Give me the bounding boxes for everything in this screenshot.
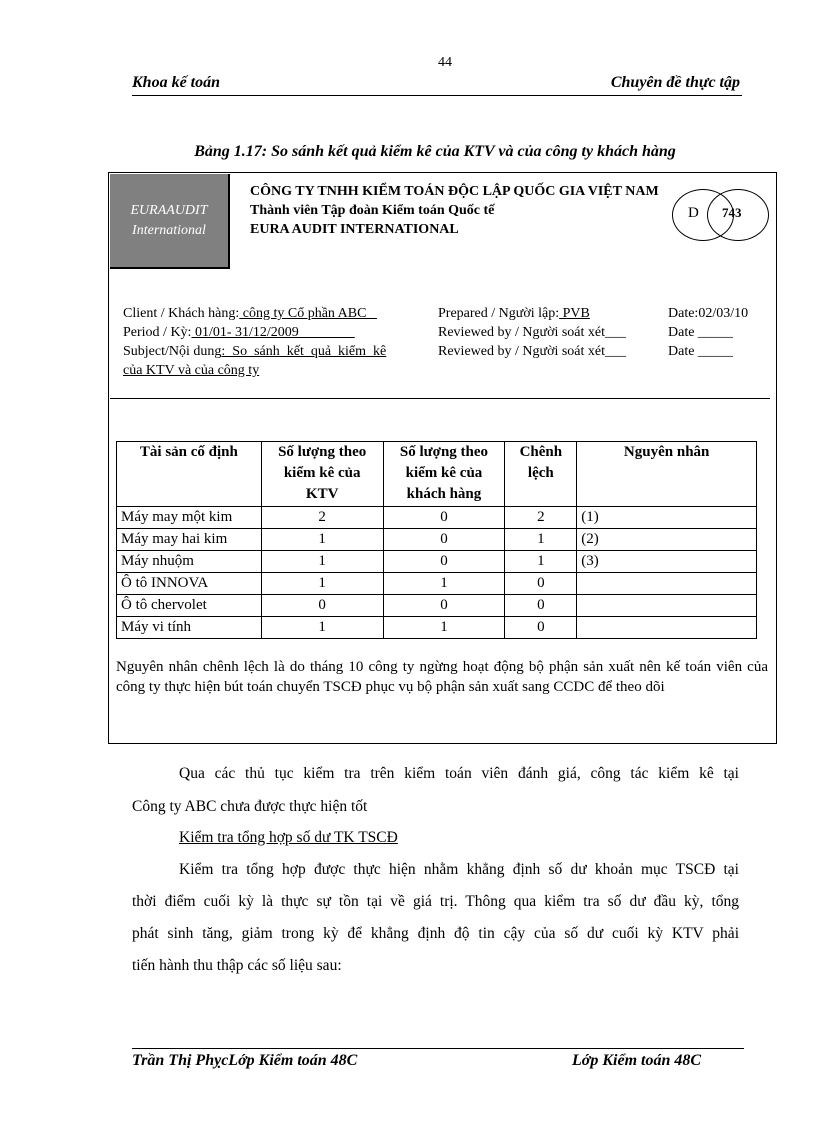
reason: (3) [577, 551, 757, 573]
footer-rule [132, 1048, 744, 1049]
header-rule [132, 95, 742, 96]
asset-name: Máy may hai kim [117, 529, 262, 551]
asset-name: Ô tô INNOVA [117, 573, 262, 595]
table-row [117, 507, 757, 529]
client-count: 0 [383, 507, 505, 529]
ktv-count: 1 [261, 551, 383, 573]
date-line-2: Date _____ [668, 325, 733, 340]
period-line [123, 323, 355, 342]
subject-value: : So sánh kết quả kiểm kê [221, 344, 387, 359]
reason [577, 573, 757, 595]
company-brand: EURA AUDIT INTERNATIONAL [250, 222, 459, 237]
difference: 2 [505, 507, 577, 529]
table-row [117, 595, 757, 617]
paragraph-2-line-1: Kiểm tra tổng hợp được thực hiện nhằm khẳng định số dư khoản mục TSCĐ tại [179, 861, 739, 878]
inventory-comparison-table [116, 441, 757, 639]
subject-label: Subject/Nội dung [123, 344, 222, 359]
euraaudit-logo [110, 174, 230, 269]
reason [577, 617, 757, 639]
difference: 1 [505, 551, 577, 573]
paragraph-2-line-3: phát sinh tăng, giảm trong kỳ để khẳng định độ tin cậy của số dư cuối kỳ KTV phải [132, 925, 739, 942]
ref-letter: D [688, 205, 699, 221]
difference: 0 [505, 617, 577, 639]
paragraph-1-line-2: Công ty ABC chưa được thực hiện tốt [132, 798, 368, 815]
company-block [250, 182, 659, 239]
client-count: 1 [383, 617, 505, 639]
client-label: Client / Khách hàng: [123, 306, 240, 321]
footer-left: Trần Thị PhỵcLớp Kiểm toán 48C [132, 1052, 358, 1069]
page-number: 44 [438, 55, 452, 70]
asset-name: Máy vi tính [117, 617, 262, 639]
table-row [117, 617, 757, 639]
reviewed-line-1: Reviewed by / Người soát xét___ [438, 325, 627, 340]
company-name: CÔNG TY TNHH KIỂM TOÁN ĐỘC LẬP QUỐC GIA VIỆT NAM [250, 184, 659, 199]
section-heading: Kiểm tra tổng hợp số dư TK TSCĐ [179, 829, 398, 846]
company-member: Thành viên Tập đoàn Kiểm toán Quốc tế [250, 203, 495, 218]
prepared-value: PVB [559, 306, 590, 321]
table-row [117, 529, 757, 551]
paragraph-2-line-4: tiến hành thu thập các số liệu sau: [132, 957, 342, 974]
table-header-row [117, 442, 757, 507]
asset-name: Máy nhuộm [117, 551, 262, 573]
asset-name: Ô tô chervolet [117, 595, 262, 617]
table-caption: Bảng 1.17: So sánh kết quả kiểm kê của KTV và của công ty khách hàng [194, 143, 676, 160]
difference: 0 [505, 595, 577, 617]
col-header-ktv-count: Số lượng theo kiểm kê của KTV [261, 442, 383, 507]
period-label: Period / Kỳ: [123, 325, 192, 340]
ktv-count: 1 [261, 529, 383, 551]
ktv-count: 0 [261, 595, 383, 617]
client-count: 0 [383, 595, 505, 617]
asset-name: Máy may một kim [117, 507, 262, 529]
col-header-reason: Nguyên nhân [577, 442, 757, 507]
difference: 1 [505, 529, 577, 551]
ktv-count: 1 [261, 573, 383, 595]
footer-right: Lớp Kiểm toán 48C [572, 1052, 702, 1069]
reason [577, 595, 757, 617]
ktv-count: 2 [261, 507, 383, 529]
reviewed-line-2: Reviewed by / Người soát xét___ [438, 344, 627, 359]
header-left: Khoa kế toán [132, 74, 221, 91]
table-row [117, 573, 757, 595]
ktv-count: 1 [261, 617, 383, 639]
subject-value-cont: của KTV và của công ty [123, 363, 260, 378]
paragraph-1-line-1: Qua các thủ tục kiểm tra trên kiểm toán viên đánh giá, công tác kiểm kê tại [179, 765, 739, 782]
ref-number: 743 [722, 205, 742, 220]
client-value: công ty Cổ phần ABC [239, 306, 377, 321]
subject-line [123, 342, 386, 361]
reason: (1) [577, 507, 757, 529]
difference-explanation: Nguyên nhân chênh lệch là do tháng 10 công ty ngừng hoạt động bộ phận sản xuất nên kế toán viên của công ty thực hiện bút toán chuyển TSCĐ phục vụ bộ phận sản xuất sang CCDC để theo dõi [116, 659, 768, 695]
date-line-1: Date:02/03/10 [668, 306, 749, 321]
header-right: Chuyên đề thực tập [610, 74, 740, 91]
logo-line1: EURAAUDIT [130, 202, 208, 218]
col-header-client-count: Số lượng theo kiểm kê của khách hàng [383, 442, 505, 507]
table-row [117, 551, 757, 573]
logo-line2: International [132, 222, 206, 238]
client-count: 0 [383, 529, 505, 551]
period-value: 01/01- 31/12/2009 [191, 325, 355, 340]
client-line [123, 304, 377, 323]
client-count: 1 [383, 573, 505, 595]
col-header-asset: Tài sản cố định [117, 442, 262, 507]
client-count: 0 [383, 551, 505, 573]
paragraph-2-line-2: thời điểm cuối kỳ là thực sự tồn tại về giá trị. Thông qua kiểm tra số dư đầu kỳ, tổng [132, 893, 739, 910]
col-header-difference: Chênh lệch [505, 442, 577, 507]
reason: (2) [577, 529, 757, 551]
difference: 0 [505, 573, 577, 595]
prepared-line [438, 304, 590, 323]
date-line-3: Date _____ [668, 344, 733, 359]
section-separator [110, 398, 770, 399]
prepared-label: Prepared / Người lập: [438, 306, 560, 321]
